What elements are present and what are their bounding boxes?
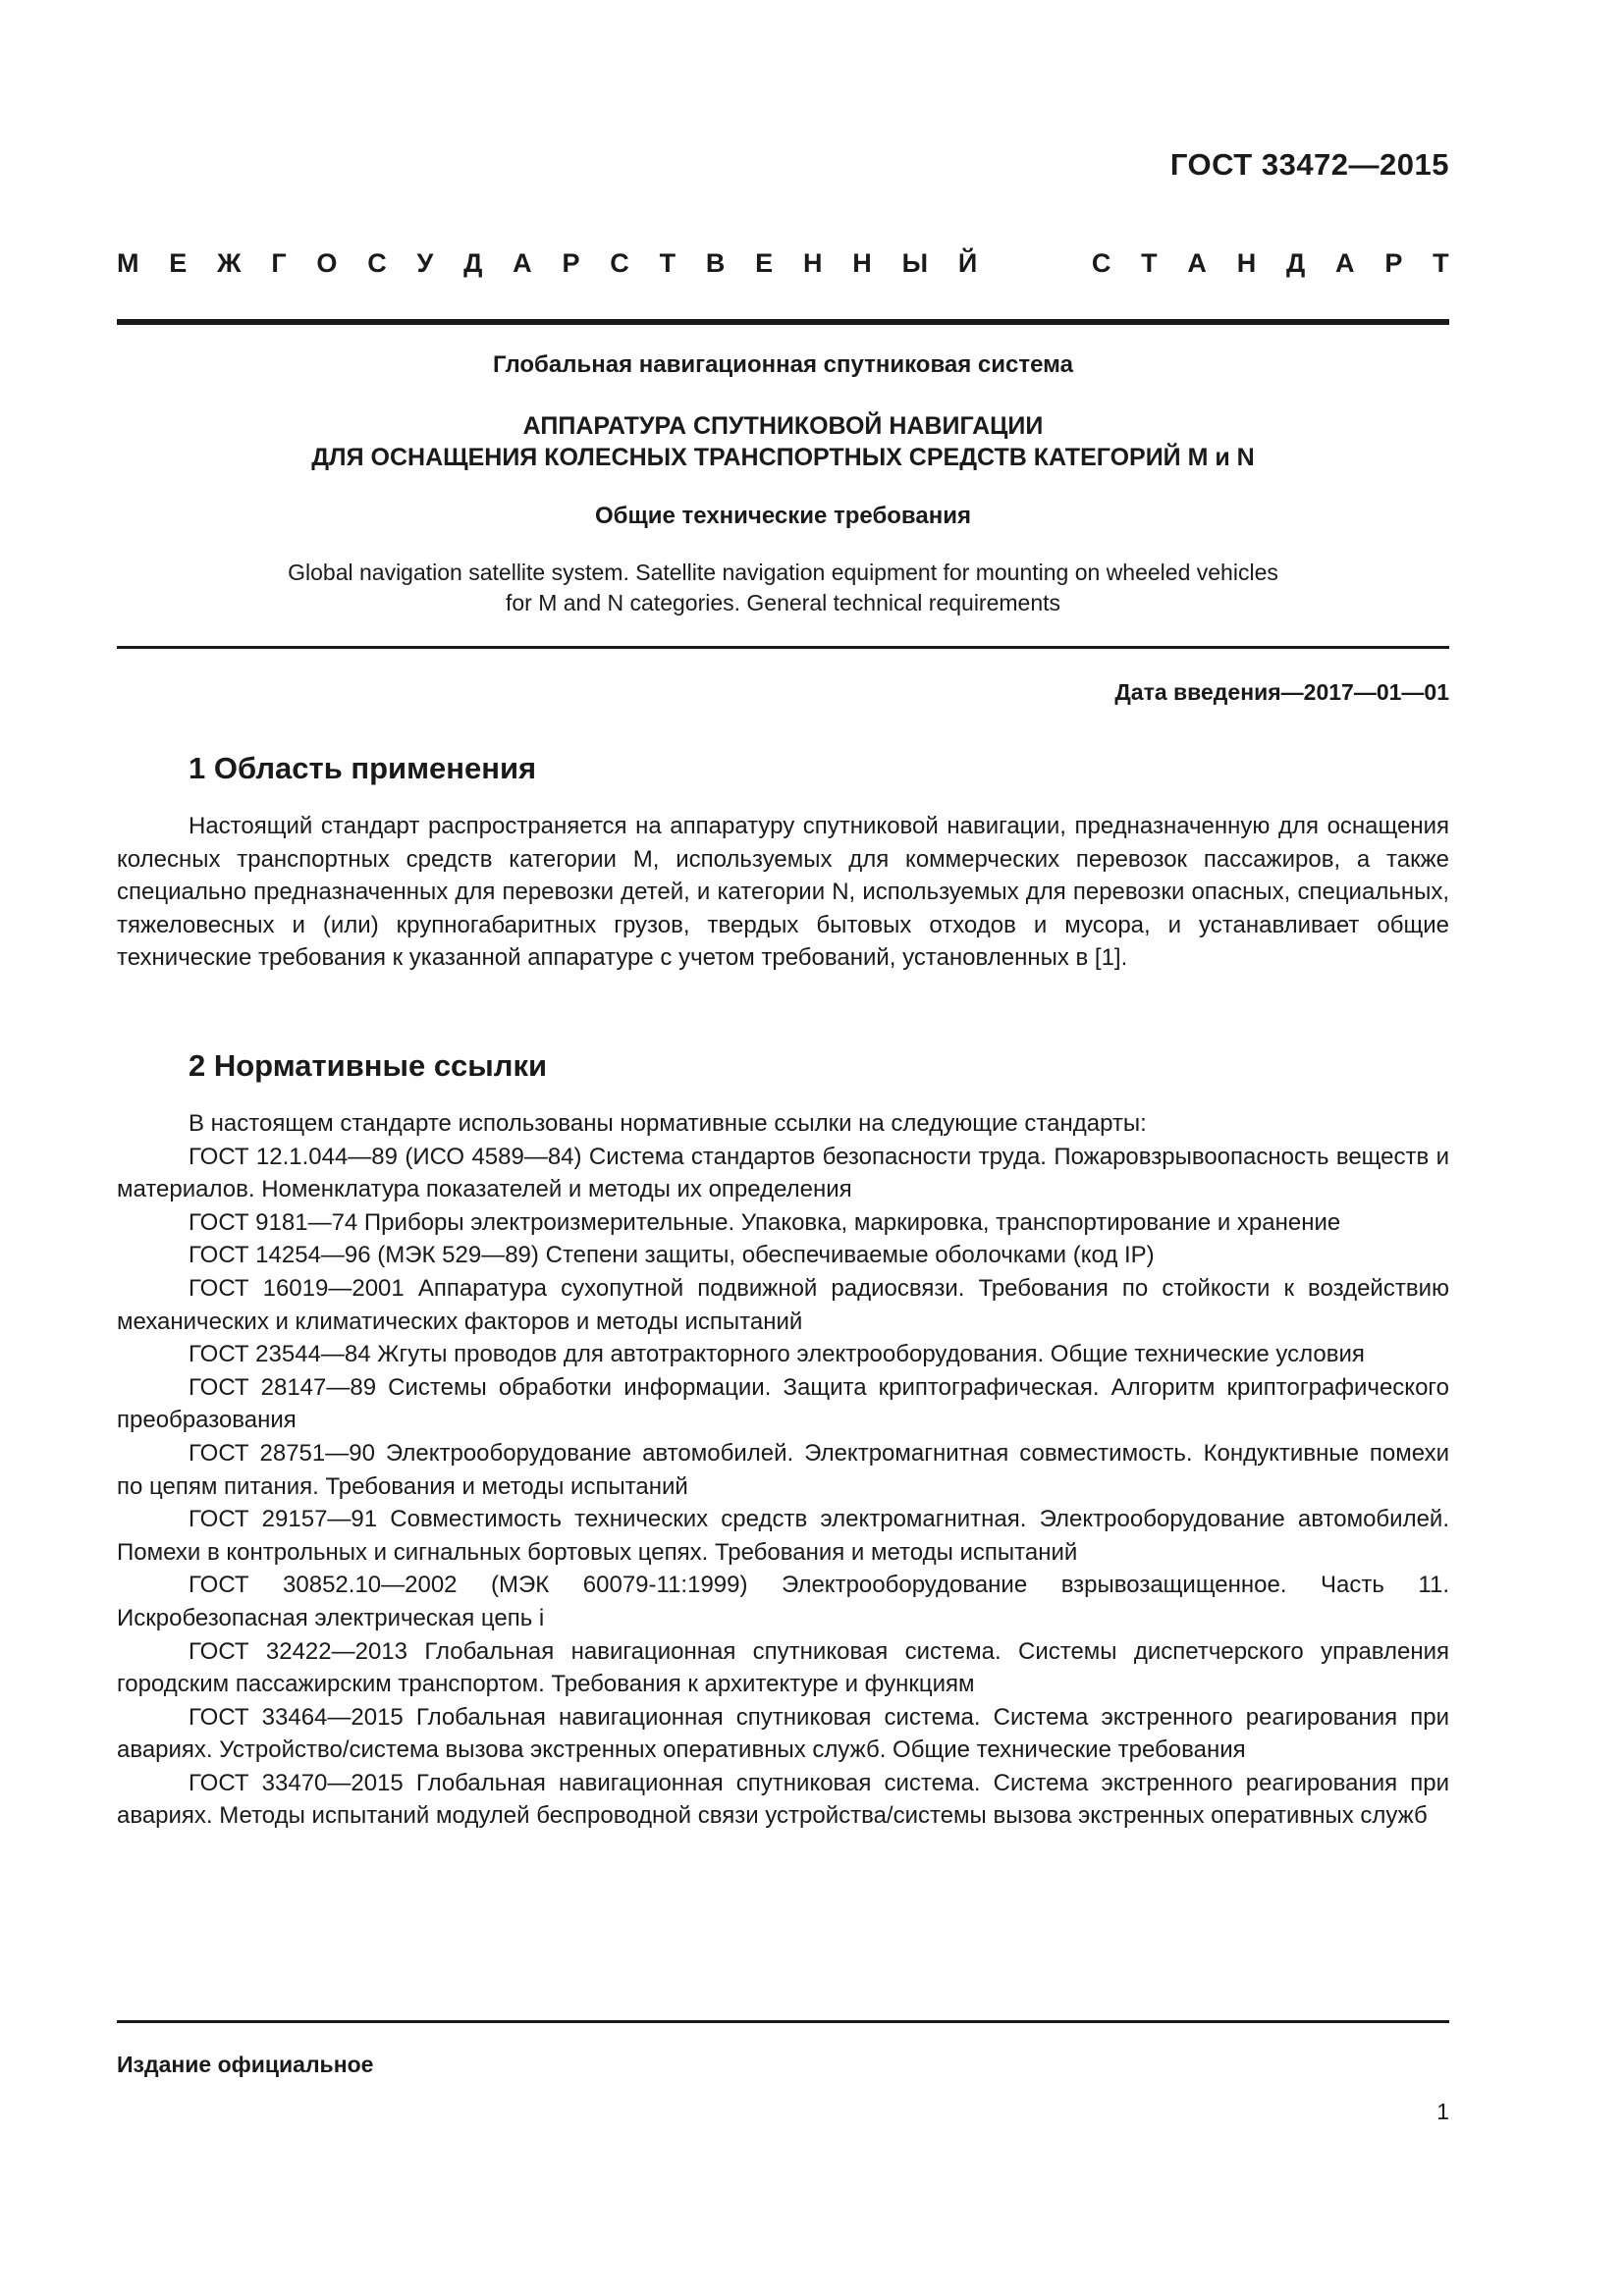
reference-item: ГОСТ 30852.10—2002 (МЭК 60079-11:1999) Электрооборудование взрывозащищенное. Часть 11. Искробезопасная электрическая цепь i [117, 1572, 1449, 1631]
banner-letter: Й [957, 248, 978, 278]
reference-item: ГОСТ 33464—2015 Глобальная навигационная спутниковая система. Система экстренного реагирования при авариях. Устройство/система вызова экстренных оперативных служб. Общие технические требования [117, 1703, 1449, 1764]
banner-letter: А [1187, 248, 1207, 278]
banner-letter: О [316, 248, 338, 278]
banner-letter: Г [271, 248, 287, 278]
reference-item: ГОСТ 16019—2001 Аппаратура сухопутной подвижной радиосвязи. Требования по стойкости к воздействию механических и климатических факторов и методы испытаний [117, 1274, 1449, 1335]
english-title [117, 558, 1449, 618]
english-title-line: Global navigation satellite system. Satellite navigation equipment for mounting on wheeled vehicles [288, 560, 1278, 585]
banner-letter: Д [1286, 248, 1306, 278]
title-line: АППАРАТУРА СПУТНИКОВОЙ НАВИГАЦИИ [522, 412, 1044, 440]
banner-letter: Т [1141, 248, 1158, 278]
banner-letter: А [513, 248, 532, 278]
banner-letter: Т [1433, 248, 1449, 278]
section-2-body [117, 1107, 1449, 1833]
banner-letter: С [367, 248, 387, 278]
section-1-body [117, 810, 1449, 975]
section-2-heading: 2 Нормативные ссылки [189, 1048, 548, 1083]
english-title-line: for M and N categories. General technical requirements [505, 590, 1061, 615]
banner-letter: Т [659, 248, 677, 278]
footer-divider [117, 2020, 1449, 2023]
reference-item: ГОСТ 9181—74 Приборы электроизмерительные. Упаковка, маркировка, транспортирование и хранение [189, 1208, 1341, 1236]
section-1-heading: 1 Область применения [189, 751, 537, 785]
banner-letter: В [705, 248, 726, 278]
section-1-paragraph: Настоящий стандарт распространяется на аппаратуру спутниковой навигации, предназначенную для оснащения колесных транспортных средств категории М, используемых для коммерческих перевозок пассажиров, а также специально предназначенных для перевозки детей, и категории N, используемых для перевозки опасных, специальных, тяжеловесных и (или) крупногабаритных грузов, твердых бытовых отходов и мусора, и устанавливает общие технические требования к указанной аппаратуре с учетом требований, установленных в [1]. [117, 813, 1449, 972]
gost-number: ГОСТ 33472—2015 [1169, 147, 1449, 182]
reference-item: ГОСТ 33470—2015 Глобальная навигационная спутниковая система. Система экстренного реагирования при авариях. Методы испытаний модулей беспроводной связи устройства/системы вызова экстренных оперативных служб [117, 1769, 1449, 1830]
banner-letter: С [1091, 248, 1111, 278]
title-divider [117, 646, 1449, 649]
banner-letter: С [610, 248, 629, 278]
banner-letter: Н [852, 248, 872, 278]
standard-banner [117, 248, 1449, 279]
banner-word-gap [1007, 248, 1061, 279]
banner-letter: Ж [217, 248, 242, 278]
banner-letter: У [416, 248, 434, 278]
title-line: ДЛЯ ОСНАЩЕНИЯ КОЛЕСНЫХ ТРАНСПОРТНЫХ СРЕДСТВ КАТЕГОРИЙ М и N [311, 444, 1255, 471]
banner-letter: Р [562, 248, 580, 278]
banner-letter: Н [802, 248, 823, 278]
document-title [117, 410, 1449, 473]
document-subtitle-requirements: Общие технические требования [595, 503, 971, 529]
reference-item: ГОСТ 28147—89 Системы обработки информации. Защита криптографическая. Алгоритм криптографического преобразования [117, 1373, 1449, 1434]
introduction-date: Дата введения—2017—01—01 [1114, 679, 1449, 705]
banner-letter: Д [463, 248, 483, 278]
banner-letter: Н [1236, 248, 1257, 278]
section-2-intro: В настоящем стандарте использованы нормативные ссылки на следующие стандарты: [189, 1110, 1147, 1137]
page-number: 1 [1436, 2099, 1449, 2124]
banner-letter: Е [169, 248, 188, 278]
header-divider [117, 319, 1449, 325]
reference-item: ГОСТ 23544—84 Жгуты проводов для автотракторного электрооборудования. Общие технические условия [189, 1341, 1365, 1368]
banner-letter: Е [755, 248, 774, 278]
reference-item: ГОСТ 28751—90 Электрооборудование автомобилей. Электромагнитная совместимость. Кондуктивные помехи по цепям питания. Требования и методы испытаний [117, 1439, 1449, 1500]
reference-item: ГОСТ 14254—96 (МЭК 529—89) Степени защиты, обеспечиваемые оболочками (код IP) [189, 1242, 1155, 1269]
banner-letter: М [117, 248, 139, 278]
official-edition-label: Издание официальное [117, 2052, 374, 2077]
document-subtitle: Глобальная навигационная спутниковая система [493, 351, 1073, 378]
banner-letter: Р [1384, 248, 1403, 278]
reference-item: ГОСТ 29157—91 Совместимость технических средств электромагнитная. Электрооборудование автомобилей. Помехи в контрольных и сигнальных бортовых цепях. Требования и методы испытаний [117, 1506, 1449, 1566]
reference-item: ГОСТ 12.1.044—89 (ИСО 4589—84) Система стандартов безопасности труда. Пожаровзрывоопасность веществ и материалов. Номенклатура показателей и методы их определения [117, 1143, 1449, 1203]
banner-letter: Ы [901, 248, 929, 278]
banner-letter: А [1335, 248, 1355, 278]
reference-item: ГОСТ 32422—2013 Глобальная навигационная спутниковая система. Системы диспетчерского управления городским пассажирским транспортом. Требования к архитектуре и функциям [117, 1637, 1449, 1698]
